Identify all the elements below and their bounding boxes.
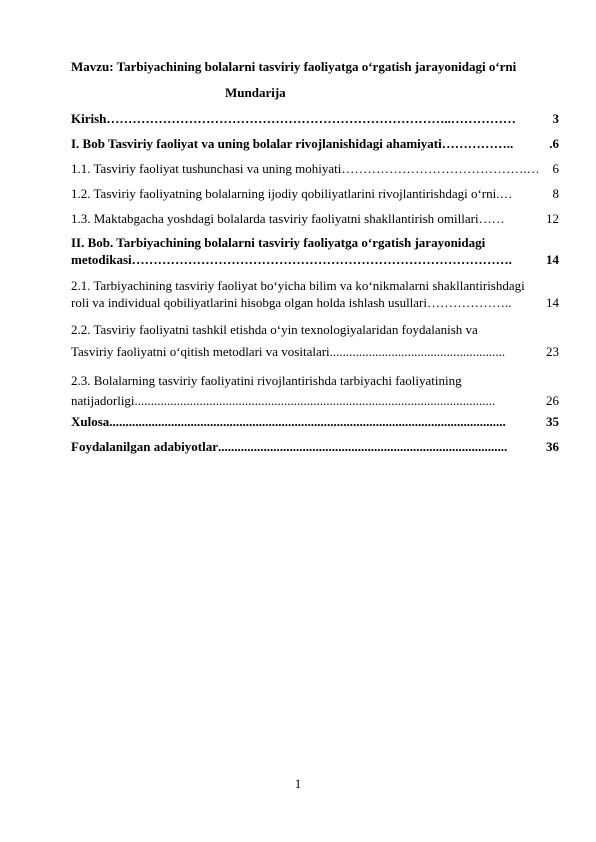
toc-leader-dots: …………….. xyxy=(441,136,514,151)
toc-entry-label: 1.2. Tasviriy faoliyatning bolalarning ijodiy qobiliyatlarini rivojlantirishdagi o‘rni. xyxy=(71,186,500,201)
toc-entry-label: Xulosa xyxy=(71,414,110,429)
toc-page-number: 36 xyxy=(546,439,559,454)
toc-leader-dots: ……………….. xyxy=(427,295,512,310)
toc-entry-label: 1.1. Tasviriy faoliyat tushunchasi va uning mohiyati xyxy=(71,161,342,176)
toc-entry-2-3[interactable] xyxy=(71,371,559,411)
toc-entry-label: natijadorligi xyxy=(71,393,135,408)
toc-leader-dots: ............................................................................................................... xyxy=(134,393,496,408)
toc-entry-line2 xyxy=(71,251,559,269)
toc-entry-line2 xyxy=(71,341,559,363)
toc-leader-dots: …………………………………….… xyxy=(341,161,540,176)
toc-leader-dots: ...................................................... xyxy=(329,344,506,359)
toc-leader-dots: …… xyxy=(478,211,505,226)
toc-entry-label: Kirish xyxy=(71,111,107,126)
toc-entry-label: 1.3. Maktabgacha yoshdagi bolalarda tasviriy faoliyatni shakllantirish omillari xyxy=(71,211,479,226)
toc-page-number: 14 xyxy=(546,252,559,267)
toc-entry-label: metodikasi xyxy=(71,252,132,267)
toc-entry-label: roli va individual qobiliyatlarini hisobga olgan holda ishlash usullari xyxy=(71,295,428,310)
toc-entry-1-2[interactable] xyxy=(71,185,559,203)
page-number: 1 xyxy=(294,776,302,791)
toc-leader-dots: ......................................................................................... xyxy=(218,439,508,454)
toc-entry-intro[interactable] xyxy=(71,110,559,128)
document-title: Mavzu: Tarbiyachining bolalarni tasviriy faoliyatga o‘rgatish jarayonidagi o‘rni xyxy=(71,59,517,74)
toc-entry-2-1[interactable] xyxy=(71,278,559,312)
toc-leader-dots: ……………………………………………………………………………. xyxy=(131,252,512,267)
toc-entry-1-1[interactable] xyxy=(71,160,559,178)
toc-leader-dots: .......................................................................................................................... xyxy=(109,414,506,429)
toc-entry-label: Foydalanilgan adabiyotlar xyxy=(71,439,218,454)
toc-entry-label: Tasviriy faoliyatni o‘qitish metodlari va vositalari xyxy=(71,344,330,359)
toc-entry-label: I. Bob Tasviriy faoliyat va uning bolalar rivojlanishidagi ahamiyati xyxy=(71,136,442,151)
toc-page-number: 23 xyxy=(546,344,559,359)
toc-heading: Mundarija xyxy=(225,85,286,100)
toc-entry-chapter-2[interactable] xyxy=(71,235,559,269)
toc-page-number: 6 xyxy=(552,161,559,176)
toc-entry-chapter-1[interactable] xyxy=(71,135,559,153)
toc-entry-references[interactable] xyxy=(71,438,559,456)
toc-entry-label-line1: 2.1. Tarbiyachining tasviriy faoliyat bo‘yicha bilim va ko‘nikmalarni shakllantirishdagi xyxy=(71,278,525,293)
toc-page-number: 8 xyxy=(552,186,559,201)
toc-entry-2-2[interactable] xyxy=(71,319,559,363)
toc-entry-line2 xyxy=(71,294,559,312)
toc-page-number: 12 xyxy=(546,211,559,226)
toc-leader-dots: ……………………………………………………………………..…………… xyxy=(106,111,516,126)
toc-entry-line2 xyxy=(71,391,559,411)
toc-page-number: 3 xyxy=(552,111,559,126)
toc-entry-label-line1: 2.2. Tasviriy faoliyatni tashkil etishda o‘yin texnologiyalaridan foydalanish va xyxy=(71,322,478,337)
toc-page-number: .6 xyxy=(549,136,559,151)
toc-entry-label-line1: II. Bob. Tarbiyachining bolalarni tasviriy faoliyatga o‘rgatish jarayonidagi xyxy=(71,235,486,250)
toc-leader-dots: … xyxy=(499,186,513,201)
toc-entry-label-line1: 2.3. Bolalarning tasviriy faoliyatini rivojlantirishda tarbiyachi faoliyatining xyxy=(71,373,462,388)
toc-page-number: 26 xyxy=(546,393,559,408)
toc-entry-conclusion[interactable] xyxy=(71,413,559,431)
toc-page-number: 14 xyxy=(546,295,559,310)
toc-entry-1-3[interactable] xyxy=(71,210,559,228)
toc-page-number: 35 xyxy=(546,414,559,429)
